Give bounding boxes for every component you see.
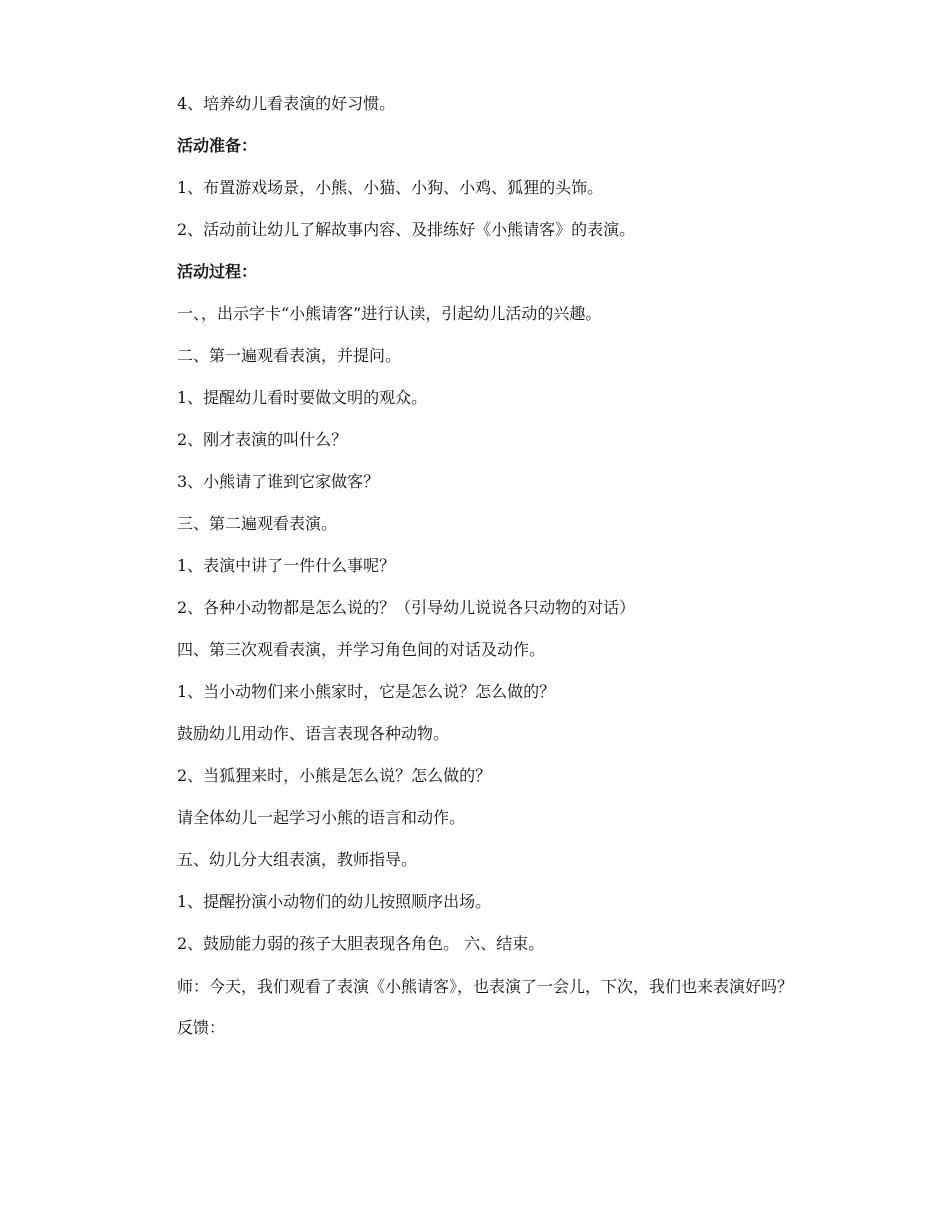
paragraph: 1、提醒扮演小动物们的幼儿按照顺序出场。: [177, 892, 492, 911]
paragraph: 3、小熊请了谁到它家做客？: [177, 472, 380, 491]
paragraph: 2、各种小动物都是怎么说的？（引导幼儿说说各只动物的对话）: [177, 598, 636, 617]
paragraph: 1、布置游戏场景，小熊、小猫、小狗、小鸡、狐狸的头饰。: [177, 178, 604, 197]
paragraph: 2、当狐狸来时，小熊是怎么说？怎么做的？: [177, 766, 492, 785]
section-heading: 活动准备：: [177, 136, 258, 155]
paragraph-wrapped: 师：今天，我们观看了表演《小熊请客》，也表演了一会儿，下次，我们也来表演好吗？: [177, 977, 794, 996]
paragraph: 2、鼓励能力弱的孩子大胆表现各角色。 六、结束。: [177, 934, 545, 953]
paragraph: 反馈：: [177, 1018, 226, 1037]
paragraph: 一、，出示字卡“小熊请客”进行认读，引起幼儿活动的兴趣。: [177, 304, 602, 323]
paragraph: 鼓励幼儿用动作、语言表现各种动物。: [177, 724, 450, 743]
document-body: [140, 92, 820, 1058]
paragraph: 五、幼儿分大组表演，教师指导。: [177, 850, 418, 869]
paragraph: 4、培养幼儿看表演的好习惯。: [177, 94, 396, 113]
paragraph: 二、第一遍观看表演，并提问。: [177, 346, 402, 365]
paragraph: 2、活动前让幼儿了解故事内容、及排练好《小熊请客》的表演。: [177, 220, 636, 239]
paragraph: 三、第二遍观看表演。: [177, 514, 338, 533]
paragraph: 1、提醒幼儿看时要做文明的观众。: [177, 388, 428, 407]
paragraph: 2、刚才表演的叫什么？: [177, 430, 348, 449]
paragraph: 1、表演中讲了一件什么事呢？: [177, 556, 396, 575]
paragraph: 四、第三次观看表演，并学习角色间的对话及动作。: [177, 640, 546, 659]
paragraph: 请全体幼儿一起学习小熊的语言和动作。: [177, 808, 466, 827]
section-heading: 活动过程：: [177, 262, 258, 281]
paragraph: 1、当小动物们来小熊家时，它是怎么说？怎么做的？: [177, 682, 556, 701]
